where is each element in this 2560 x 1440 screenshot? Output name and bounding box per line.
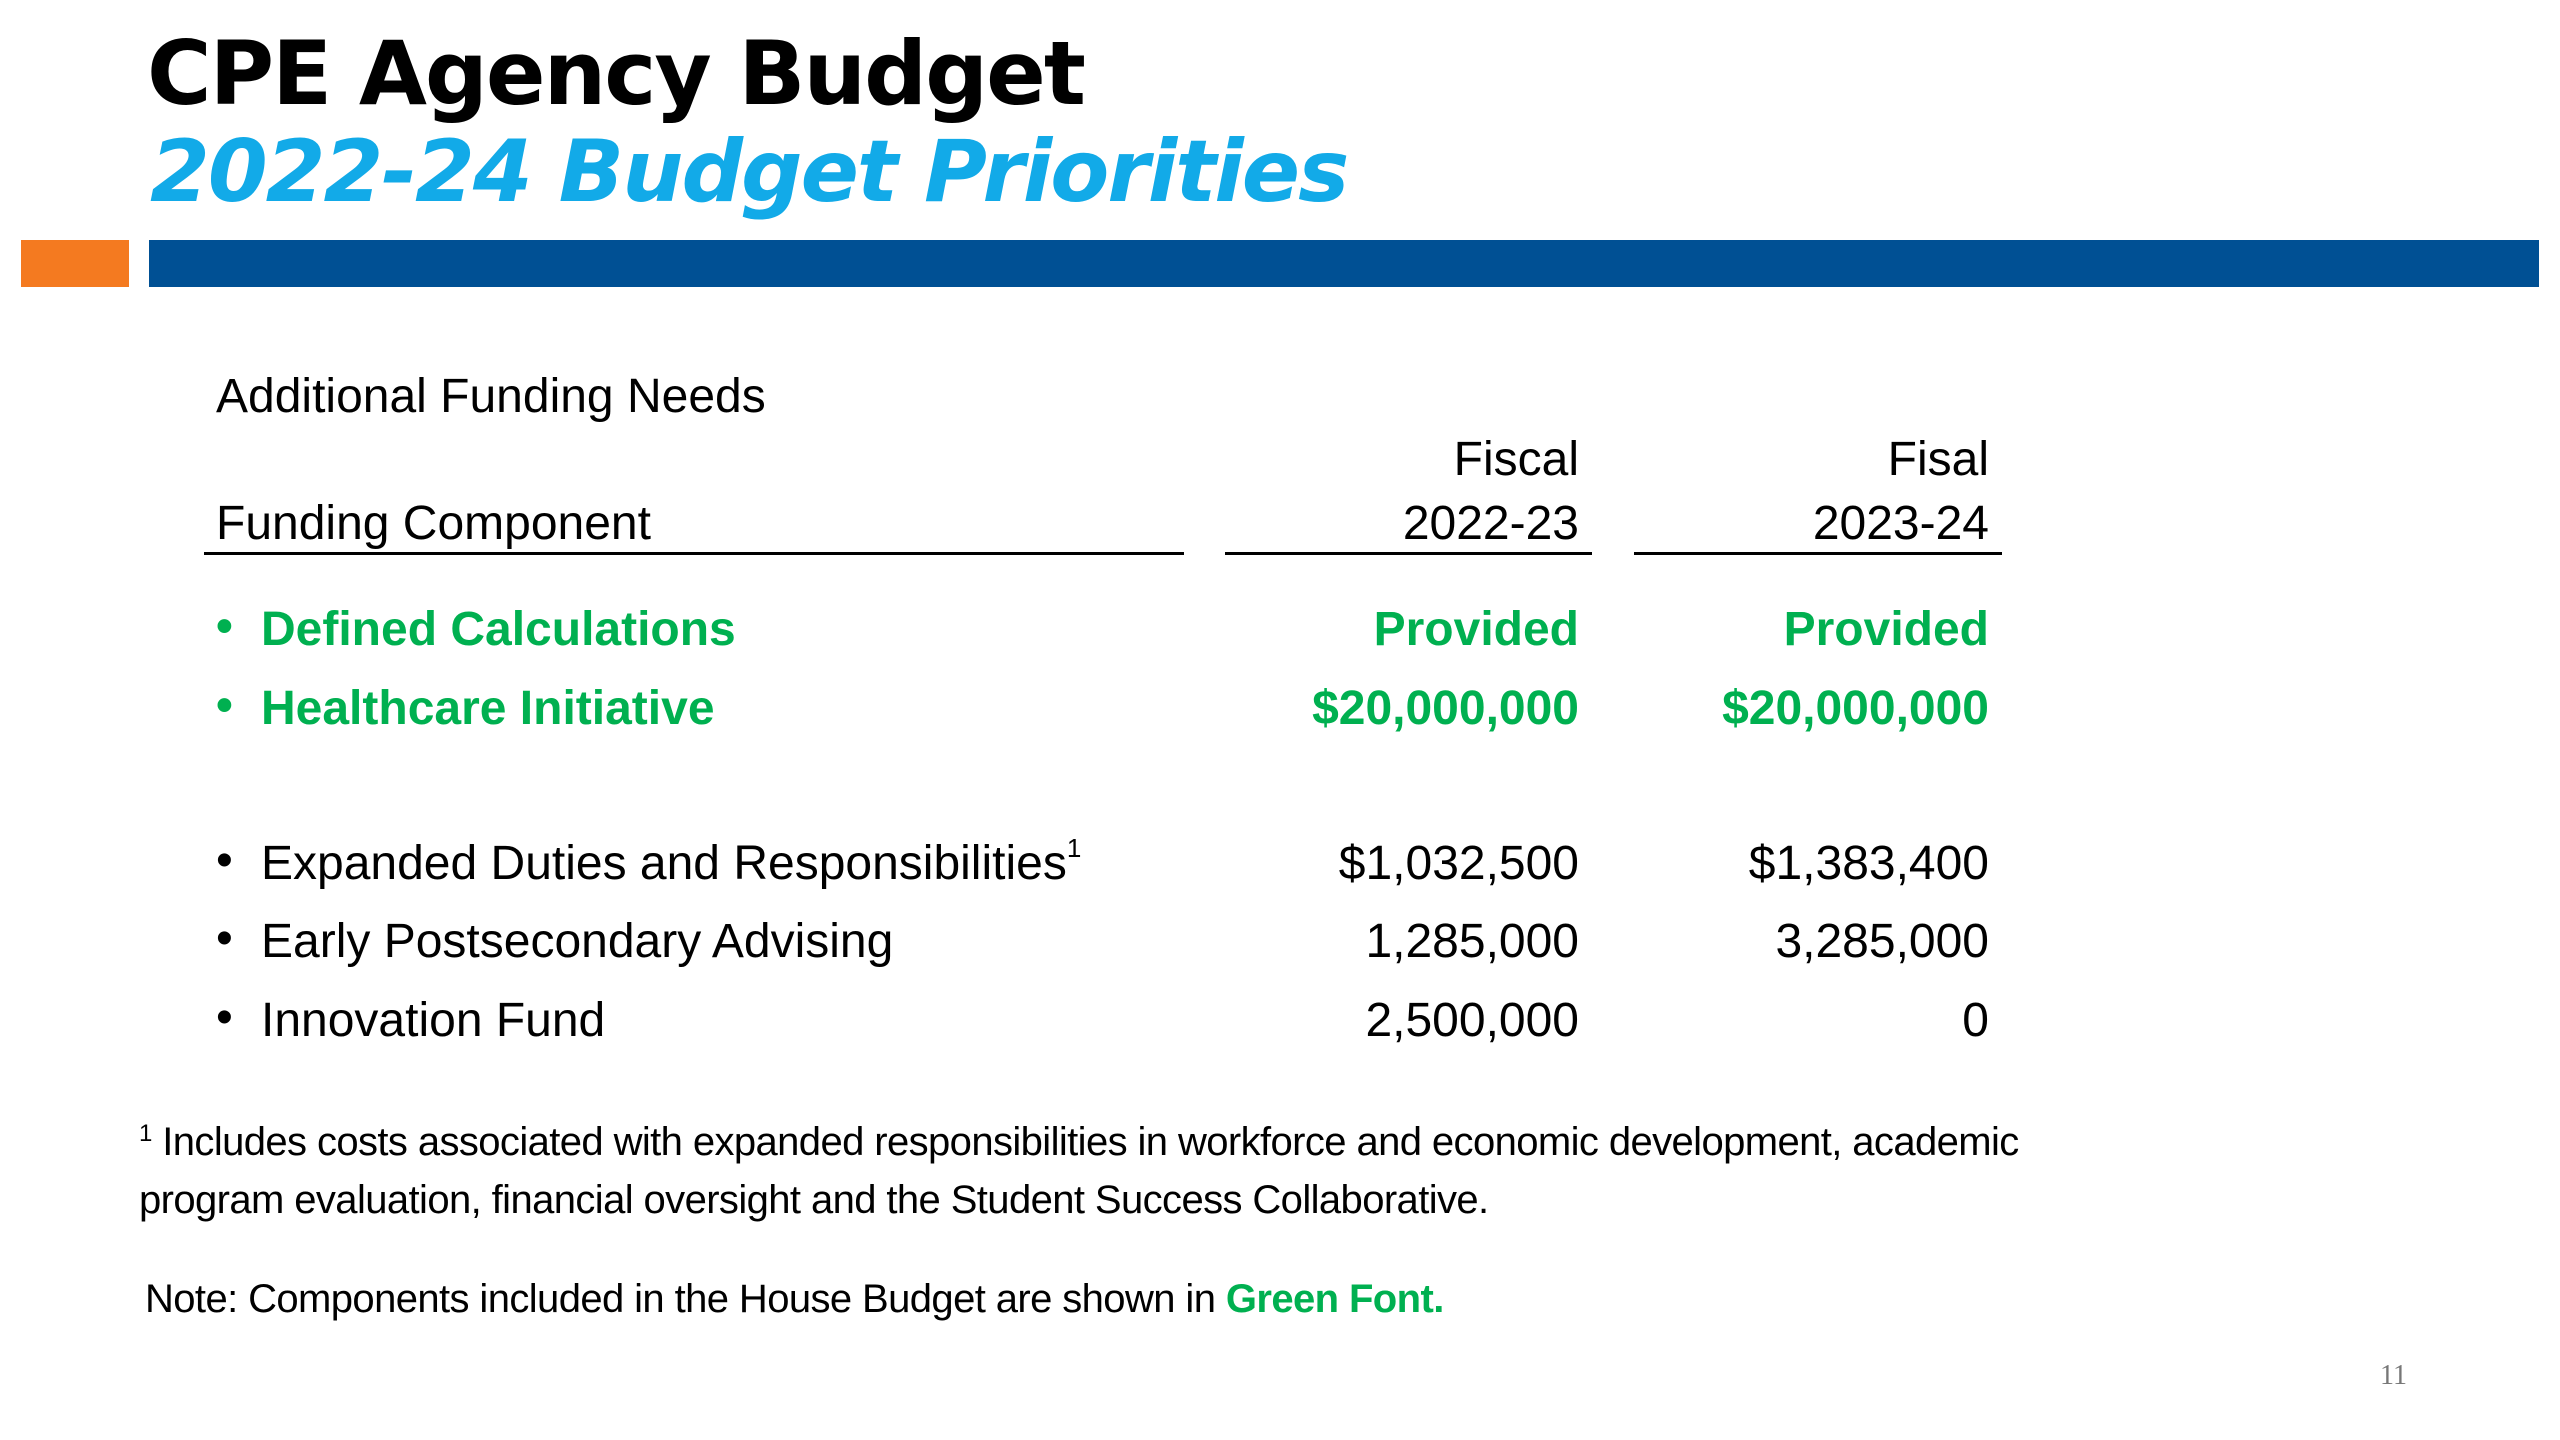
footnote-text: Includes costs associated with expanded responsibilities in workforce and economic development, academic [162,1120,2019,1164]
row-value-fy2022: Provided [1373,603,1579,656]
bullet-icon: • [216,834,233,887]
row-value-fy2022: $1,032,500 [1338,837,1579,890]
column-header-fy2022-line2: 2022-23 [1402,497,1579,550]
footnote-line2: program evaluation, financial oversight and the Student Success Collaborative. [139,1178,1489,1222]
footnote-marker: 1 [1066,833,1082,863]
bullet-icon: • [216,912,233,965]
note-text: Note: Components included in the House Budget are shown in [145,1277,1226,1321]
row-value-fy2023: 0 [1962,994,1989,1047]
slide-subtitle: 2022-24 Budget Priorities [150,122,1348,222]
header-underline [1225,552,1592,555]
bullet-icon: • [216,991,233,1044]
note [145,1277,1444,1322]
orange-accent-bar [21,240,129,287]
row-value-fy2022: $20,000,000 [1312,682,1579,735]
page-number: 11 [2380,1360,2407,1391]
column-header-component: Funding Component [216,497,651,550]
footnote-marker: 1 [139,1120,152,1147]
note-green-highlight: Green Font. [1225,1277,1444,1321]
row-label: Early Postsecondary Advising [261,915,894,968]
slide-title: CPE Agency Budget [147,22,1084,125]
row-label: Healthcare Initiative [261,682,715,735]
row-value-fy2023: $20,000,000 [1722,682,1989,735]
row-label: Defined Calculations [261,603,736,656]
row-value-fy2022: 2,500,000 [1365,994,1579,1047]
footnote-line1 [139,1120,2019,1165]
row-label: Innovation Fund [261,994,606,1047]
header-underline [204,552,1184,555]
blue-header-bar [149,240,2539,287]
table-caption: Additional Funding Needs [216,370,766,423]
row-value-fy2023: $1,383,400 [1748,837,1989,890]
row-value-fy2023: 3,285,000 [1775,915,1989,968]
row-value-fy2023: Provided [1783,603,1989,656]
column-header-fy2023-line1: Fisal [1887,433,1989,486]
header-underline [1634,552,2002,555]
row-value-fy2022: 1,285,000 [1365,915,1579,968]
bullet-icon: • [216,600,233,653]
column-header-fy2023-line2: 2023-24 [1812,497,1989,550]
row-label: Expanded Duties and Responsibilities [261,837,1067,890]
column-header-fy2022-line1: Fiscal [1453,433,1579,486]
bullet-icon: • [216,679,233,732]
